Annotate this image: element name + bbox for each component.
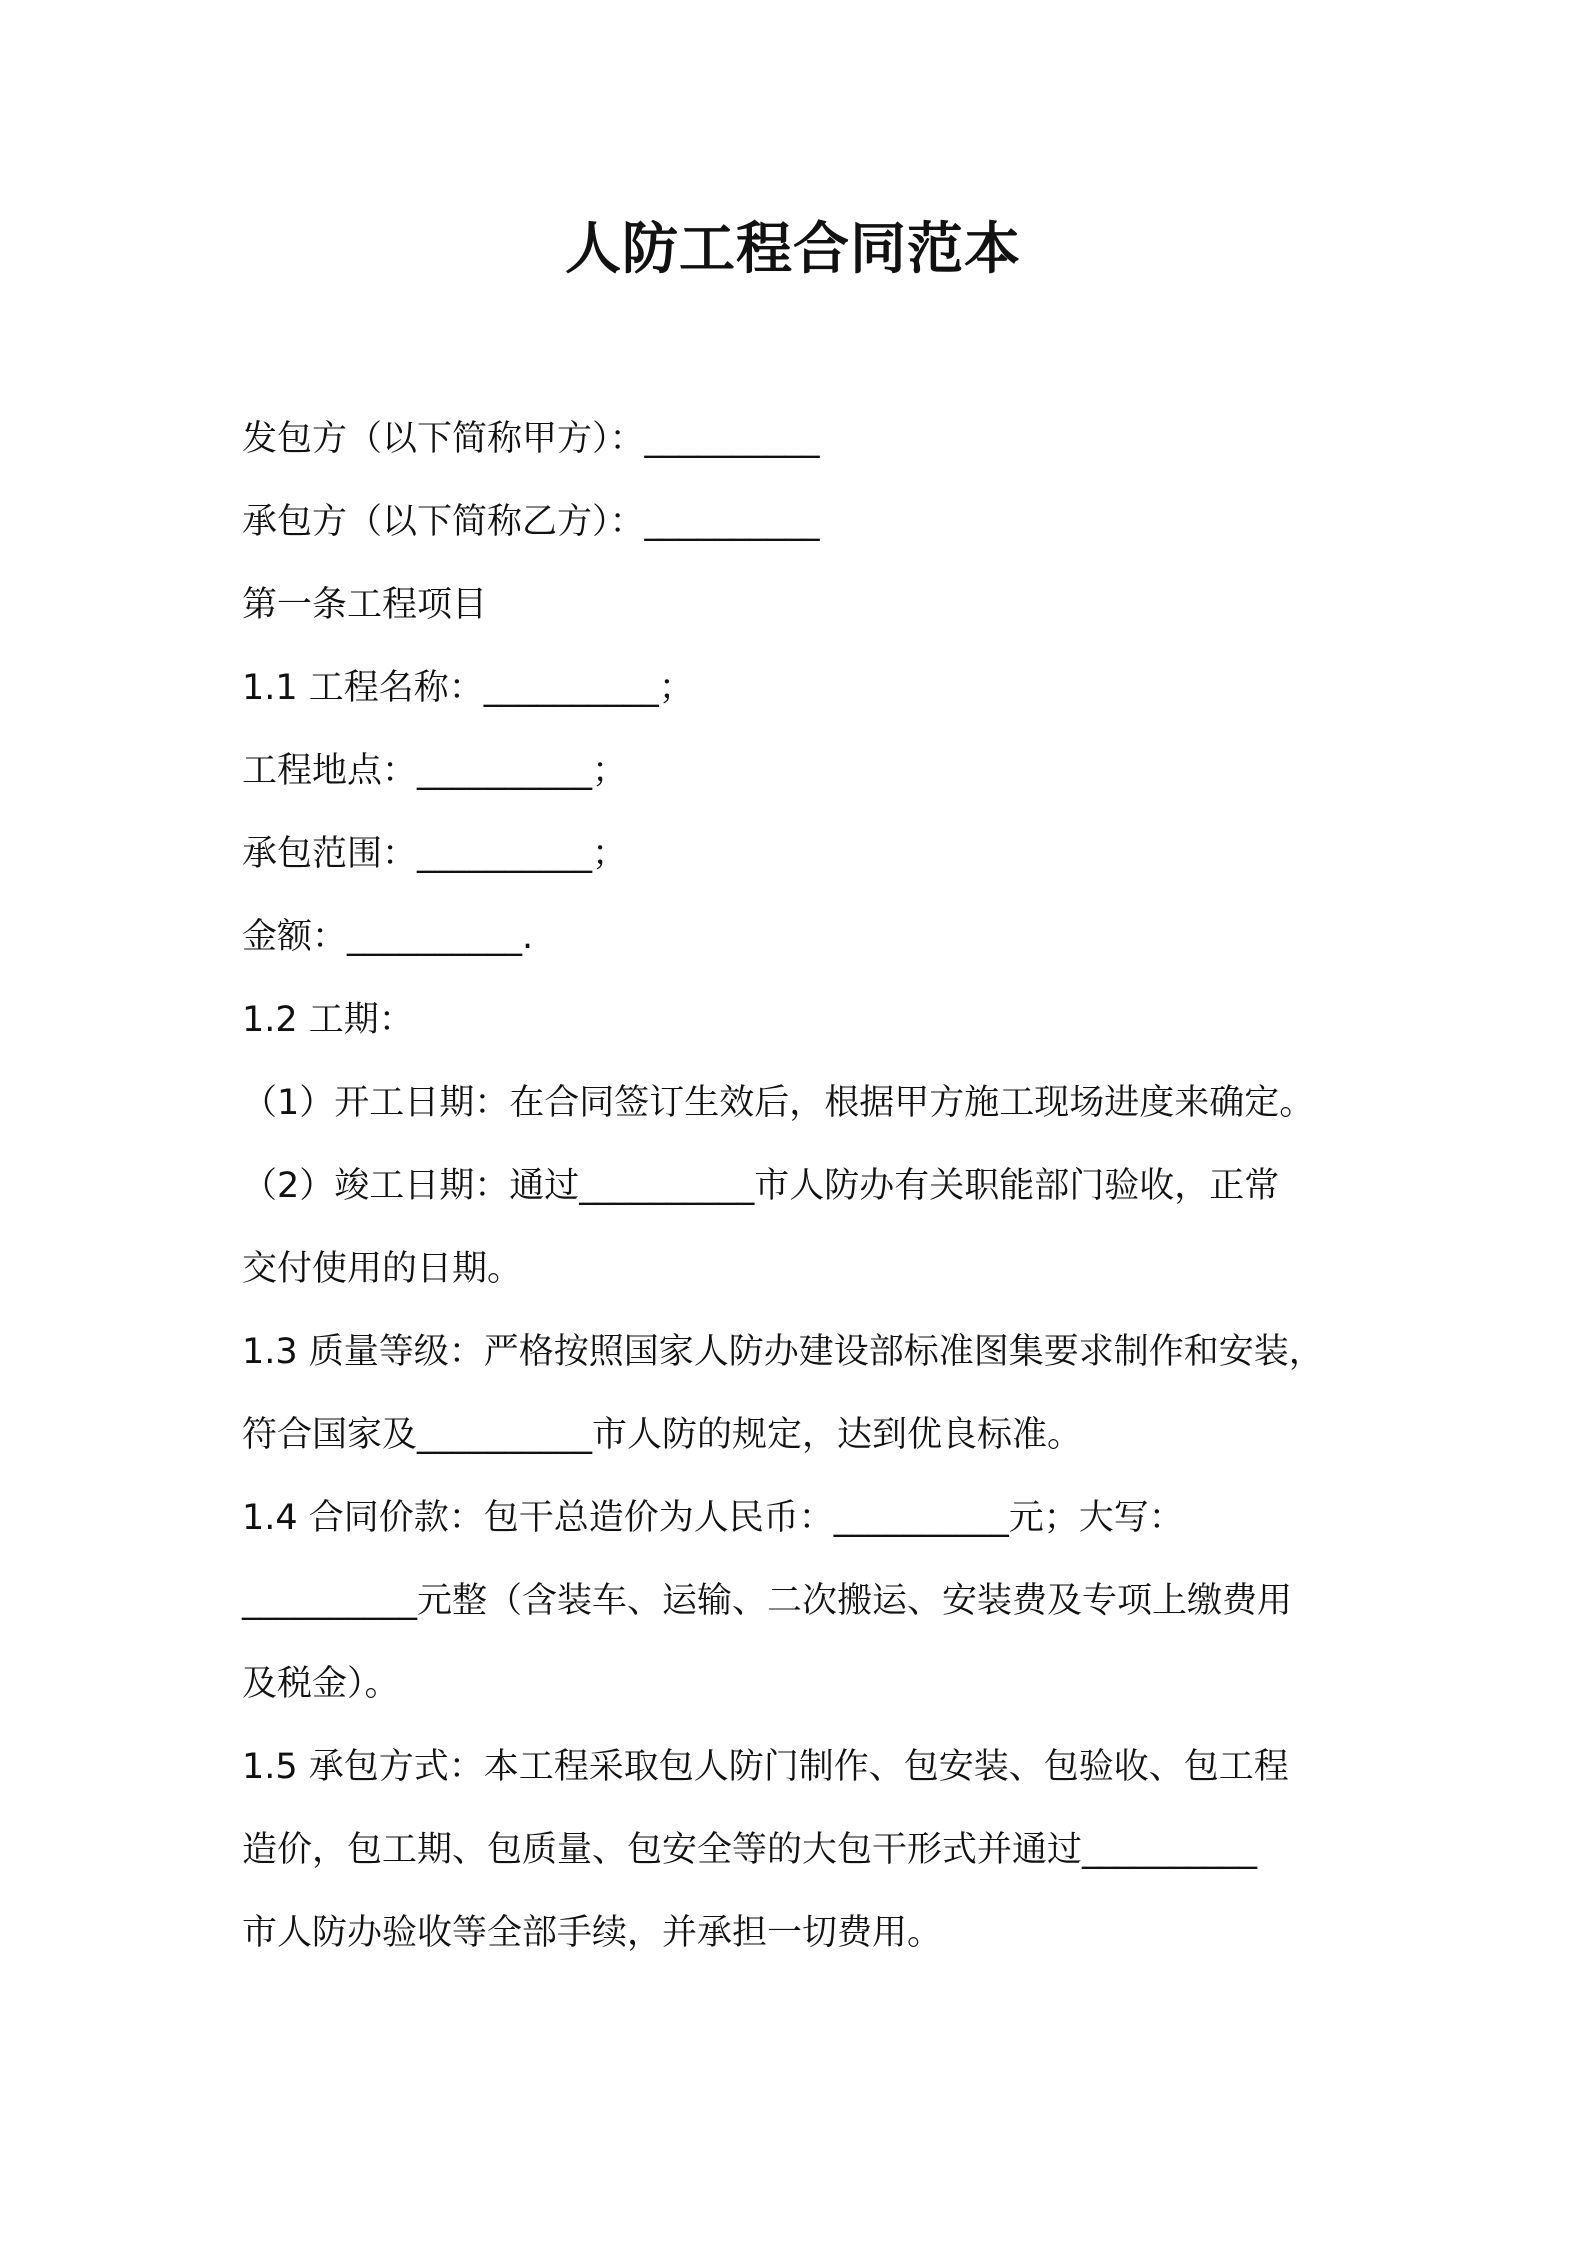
duration-heading: 1.2 工期： xyxy=(242,1000,414,1040)
document-title: 人防工程合同范本 xyxy=(565,217,1021,282)
contract-method-line: 1.5 承包方式：本工程采取包人防门制作、包安装、包验收、包工程 xyxy=(242,1747,1289,1787)
contract-method-line-end: 市人防办验收等全部手续，并承担一切费用。 xyxy=(242,1913,943,1953)
quality-level-line-cont: 符合国家及__________市人防的规定，达到优良标准。 xyxy=(242,1415,1083,1455)
contract-price-line-cont: __________元整（含装车、运输、二次搬运、安装费及专项上缴费用 xyxy=(242,1581,1293,1621)
contract-scope-line: 承包范围：__________； xyxy=(242,834,628,874)
start-date-line: （1）开工日期：在合同签订生效后，根据甲方施工现场进度来确定。 xyxy=(242,1083,1315,1123)
quality-level-line: 1.3 质量等级：严格按照国家人防办建设部标准图集要求制作和安装， xyxy=(242,1332,1324,1372)
completion-date-line: （2）竣工日期：通过__________市人防办有关职能部门验收，正常 xyxy=(242,1166,1280,1206)
contract-price-line-end: 及税金）。 xyxy=(242,1664,400,1704)
article-1-heading: 第一条工程项目 xyxy=(242,585,488,625)
contract-method-line-cont: 造价，包工期、包质量、包安全等的大包干形式并通过__________ xyxy=(242,1830,1258,1870)
contract-price-line: 1.4 合同价款：包干总造价为人民币：__________元；大写： xyxy=(242,1498,1184,1538)
completion-date-line-cont: 交付使用的日期。 xyxy=(242,1249,523,1289)
amount-line: 金额：__________. xyxy=(242,917,534,957)
party-a-line: 发包方（以下简称甲方）：__________ xyxy=(242,419,820,459)
project-name-line: 1.1 工程名称：__________； xyxy=(242,668,694,708)
project-location-line: 工程地点：__________； xyxy=(242,751,628,791)
party-b-line: 承包方（以下简称乙方）：__________ xyxy=(242,502,820,542)
